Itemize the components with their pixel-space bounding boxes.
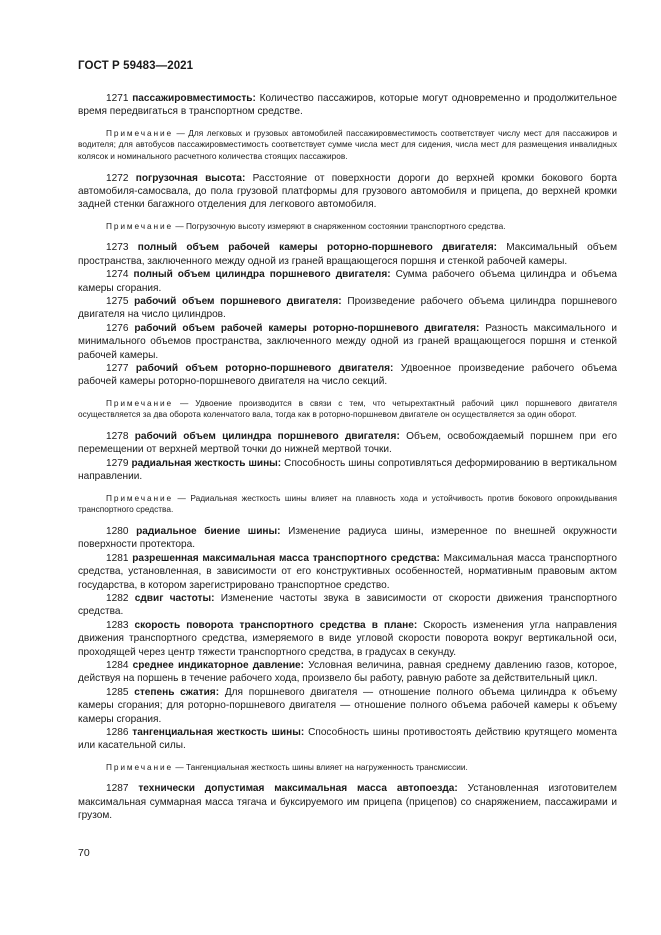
note-label: Примечание <box>106 761 174 772</box>
term-entry <box>78 92 617 119</box>
note <box>78 493 617 516</box>
note-text: — Радиальная жесткость шины влияет на плавность хода и устойчивость против бокового опрокидывания транспортного средства. <box>78 492 617 515</box>
term-entry <box>78 552 617 592</box>
term-name: пассажировместимость: <box>132 93 256 104</box>
term-number: 1277 <box>106 363 129 375</box>
term-entry <box>78 659 617 686</box>
term-definition: Объем, освобождаемый поршнем при его перемещении от верхней мертвой точки до нижней мертвой точки. <box>78 431 617 456</box>
note <box>78 221 617 233</box>
note-label: Примечание <box>106 127 174 138</box>
note <box>78 128 617 163</box>
term-name: рабочий объем цилиндра поршневого двигателя: <box>134 431 400 443</box>
term-name: полный объем цилиндра поршневого двигателя: <box>133 269 391 281</box>
term-name: рабочий объем поршневого двигателя: <box>134 296 342 308</box>
term-entry <box>78 525 617 552</box>
term-entry <box>78 686 617 726</box>
note-text: — Тангенциальная жесткость шины влияет на нагруженность трансмиссии. <box>175 761 468 772</box>
document-body <box>78 92 617 823</box>
term-number: 1280 <box>106 525 129 537</box>
term-entry <box>78 362 617 389</box>
term-entry <box>78 172 617 212</box>
term-entry <box>78 430 617 457</box>
note-text: — Для легковых и грузовых автомобилей пассажировместимость соответствует числу мест для пассажиров и водителя; для автобусов пассажировместимость соответствует сумме числа мест для сидения, числа мест для размещения инвалидных колясок и номинального расчетного количества стоящих пассажиров. <box>78 127 617 161</box>
term-definition: Удвоенное произведение рабочего объема рабочей камеры роторно-поршневого двигателя на число секций. <box>78 363 617 388</box>
note-label: Примечание <box>106 220 174 231</box>
term-name: рабочий объем роторно-поршневого двигателя: <box>135 363 394 375</box>
term-definition: Изменение радиуса шины, измеренное по внешней окружности поверхности протектора. <box>78 525 617 551</box>
term-name: погрузочная высота: <box>135 172 246 184</box>
term-number: 1276 <box>106 322 129 334</box>
document-header: ГОСТ Р 59483—2021 <box>78 60 194 72</box>
term-definition: Изменение частоты звука в зависимости от скорости движения транспортного средства. <box>78 592 617 618</box>
term-entry <box>78 322 617 362</box>
term-entry <box>78 782 617 822</box>
note-text: — Удвоение производится в связи с тем, что четырехтактный рабочий цикл поршневого двигателя осуществляется за два оборота коленчатого вала, тогда как в роторно-поршневом двигателе он осуществляется за один оборот. <box>78 397 617 420</box>
term-number: 1286 <box>106 726 129 738</box>
term-number: 1285 <box>106 686 129 698</box>
term-entry <box>78 726 617 753</box>
note <box>78 398 617 421</box>
term-definition: Сумма рабочего объема цилиндра и объема камеры сгорания. <box>78 269 617 294</box>
term-definition: Скорость изменения угла направления движения транспортного средства, измеряемого в виде угловой скорости поворота вокруг вертикальной оси, проходящей через центр тяжести транспортного средства, в градусах в секунду. <box>78 619 617 658</box>
term-definition: Разность максимального и минимального объемов пространства, заключенного между одной из граней вращающегося поршня и стенкой рабочей камеры. <box>78 322 617 361</box>
term-definition: Количество пассажиров, которые могут одновременно и продолжительное время передвигаться в транспортном средстве. <box>78 93 617 118</box>
term-definition: Установленная изготовителем максимальная суммарная масса тягача и буксируемого им прицепа (прицепов) со снаряжением, пассажирами и грузом. <box>78 783 617 822</box>
term-entry <box>78 295 617 322</box>
term-entry <box>78 457 617 484</box>
term-entry <box>78 619 617 659</box>
term-number: 1281 <box>106 552 129 564</box>
term-name: рабочий объем рабочей камеры роторно-поршневого двигателя: <box>134 322 480 334</box>
term-name: сдвиг частоты: <box>134 592 215 604</box>
term-number: 1282 <box>106 592 129 604</box>
term-name: радиальная жесткость шины: <box>131 457 282 469</box>
term-name: радиальное биение шины: <box>136 525 281 537</box>
term-name: скорость поворота транспортного средства в плане: <box>134 619 418 631</box>
note <box>78 762 617 774</box>
term-number: 1274 <box>106 269 129 281</box>
note-label: Примечание <box>106 492 174 503</box>
term-name: тангенциальная жесткость шины: <box>132 726 305 738</box>
term-entry <box>78 592 617 619</box>
term-number: 1278 <box>106 431 129 443</box>
note-text: — Погрузочную высоту измеряют в снаряженном состоянии транспортного средства. <box>175 220 506 231</box>
term-number: 1275 <box>106 296 129 308</box>
note-label: Примечание <box>106 397 174 408</box>
term-number: 1271 <box>106 93 129 104</box>
term-definition: Максимальная масса транспортного средства, установленная, в зависимости от его конструктивных особенностей, нормативным правовым актом государства, в котором зарегистрировано транспортное средство. <box>78 552 617 591</box>
term-number: 1283 <box>106 619 129 631</box>
term-name: технически допустимая максимальная масса автопоезда: <box>138 783 458 795</box>
term-name: разрешенная максимальная масса транспортного средства: <box>132 552 440 564</box>
term-definition: Способность шины сопротивляться деформированию в вертикальном направлении. <box>78 457 617 483</box>
term-entry <box>78 241 617 268</box>
term-name: полный объем рабочей камеры роторно-поршневого двигателя: <box>137 242 497 254</box>
term-definition: Максимальный объем пространства, заключенного между одной из граней вращающегося поршня и стенкой рабочей камеры. <box>78 242 618 267</box>
term-entry <box>78 268 617 295</box>
term-name: среднее индикаторное давление: <box>132 659 305 671</box>
term-definition: Для поршневого двигателя — отношение полного объема цилиндра к объему камеры сгорания; для роторно-поршневого двигателя — отношение полного объема рабочей камеры к объему камеры сгорания. <box>78 686 617 725</box>
term-definition: Способность шины противостоять действию крутящего момента или касательной силы. <box>78 726 618 752</box>
term-number: 1284 <box>106 659 129 671</box>
term-name: степень сжатия: <box>134 686 220 698</box>
term-number: 1273 <box>106 242 129 254</box>
page-number: 70 <box>78 847 90 859</box>
term-definition: Произведение рабочего объема цилиндра поршневого двигателя на число цилиндров. <box>78 296 617 321</box>
term-definition: Расстояние от поверхности дороги до верхней кромки бокового борта автомобиля-самосвала, до пола грузовой платформы для грузового автомобиля и прицепа, до верхней кромки задней стенки багажного отделения для легкового автомобиля. <box>78 172 618 211</box>
term-number: 1279 <box>106 457 129 469</box>
term-number: 1287 <box>106 783 129 795</box>
term-definition: Условная величина, равная среднему давлению газов, которое, действуя на поршень в течение рабочего хода, произвело бы работу, равную работе за действительный цикл. <box>78 659 617 685</box>
term-number: 1272 <box>106 172 129 184</box>
